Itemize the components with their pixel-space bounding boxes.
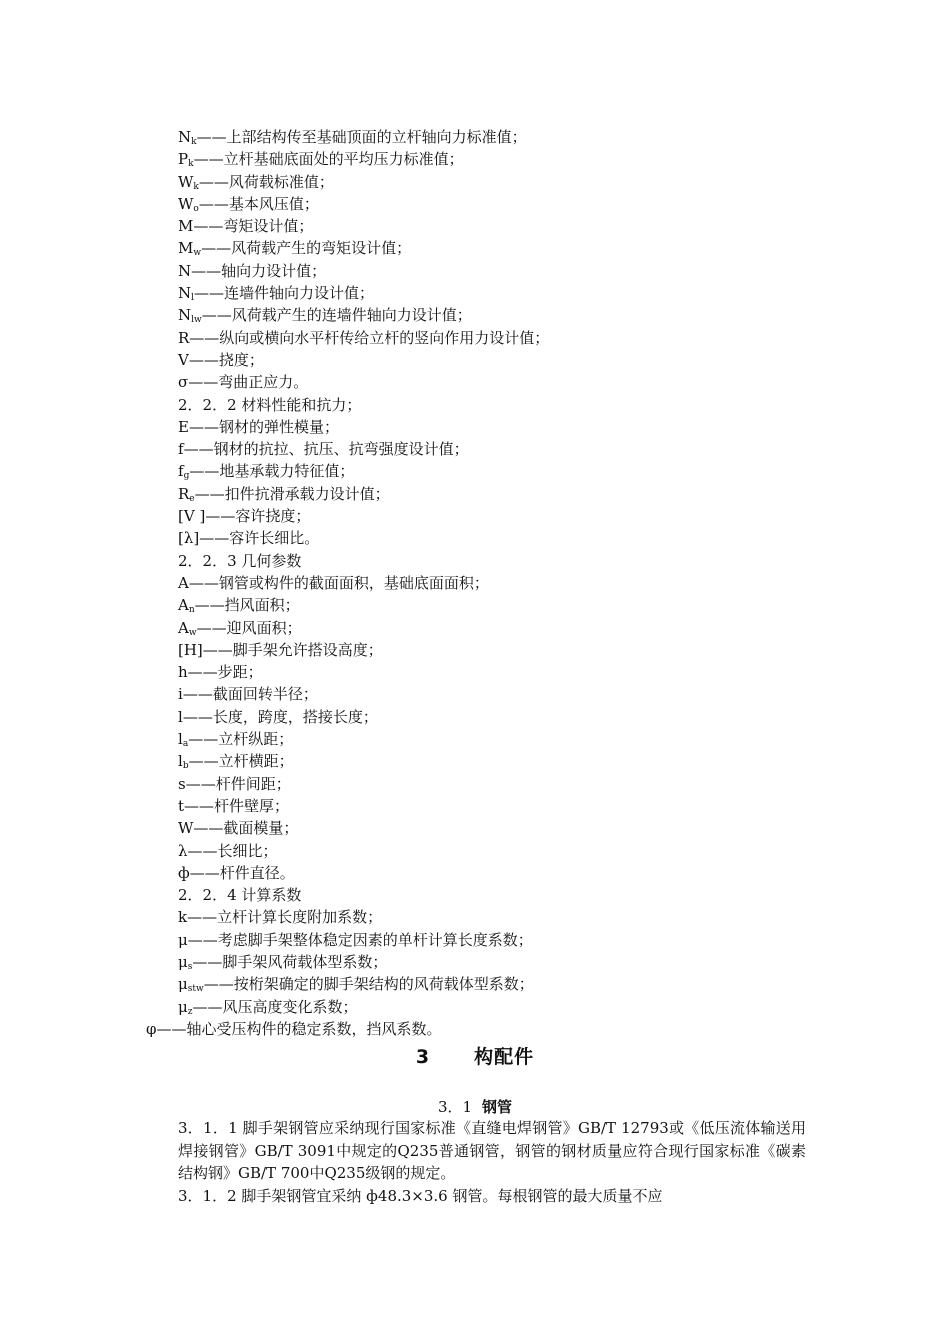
- symbol-line: [H]——脚手架允许搭设高度；: [178, 640, 383, 659]
- symbol-line: $R_e——$扣件抗滑承载力设计值；: [178, 484, 390, 504]
- chapter-heading: [0, 1042, 950, 1069]
- paragraph-text: 3．1．1 脚手架钢管应采纳现行国家标准《直缝电焊钢管》GB/T 12793或《低压流体输送用焊接钢管》GB/T 3091中规定的Q235普通钢管，钢管的钢材质量应符合现行国家标准《碳素结构钢》GB/T 700中Q235级钢的规定。: [178, 1119, 806, 1182]
- symbol-line: λ——长细比；: [178, 841, 278, 860]
- symbol-line: $\mu_{stw}——$按桁架确定的脚手架结构的风荷载体型系数；: [178, 975, 534, 995]
- symbol-line: $N_l——$连墙件轴向力设计值；: [178, 284, 375, 304]
- symbol-line: $l_b——$立杆横距；: [178, 752, 294, 772]
- symbol-line: $\mu_z——$风压高度变化系数；: [178, 997, 358, 1017]
- section-number: 3．1: [437, 1098, 473, 1116]
- paragraph: [146, 1185, 806, 1208]
- symbol-line: $\mu_s——$脚手架风荷载体型系数；: [178, 952, 388, 972]
- symbol-line: R——纵向或横向水平杆传给立杆的竖向作用力设计值；: [178, 328, 550, 347]
- symbol-line: V——挠度；: [178, 350, 264, 369]
- symbol-line: l——长度，跨度，搭接长度；: [178, 707, 378, 726]
- symbol-line: $W_o——$基本风压值；: [178, 194, 319, 214]
- symbol-list: [146, 126, 858, 1040]
- symbol-line: f——钢材的抗拉、抗压、抗弯强度设计值；: [178, 440, 469, 459]
- symbol-line: E——钢材的弹性模量；: [178, 417, 339, 436]
- symbol-line: σ——弯曲正应力。: [178, 373, 309, 392]
- symbol-line: $A_w——$迎风面积；: [178, 618, 302, 638]
- symbol-line: s——杆件间距；: [178, 774, 291, 793]
- symbol-line: $A_n——$挡风面积；: [178, 596, 300, 616]
- symbol-line: μ——考虑脚手架整体稳定因素的单杆计算长度系数；: [178, 930, 533, 949]
- symbol-line: k——立杆计算长度附加系数；: [178, 908, 383, 927]
- symbol-line: $M_w——$风荷载产生的弯矩设计值；: [178, 239, 412, 259]
- chapter-title: 构配件: [474, 1046, 535, 1068]
- symbol-line: h——步距；: [178, 663, 263, 682]
- paragraph: [146, 1117, 806, 1185]
- symbol-line: ф——杆件直径。: [178, 863, 295, 882]
- subsection-heading: 2．2．4 计算系数: [178, 886, 302, 905]
- symbol-line: M——弯矩设计值；: [178, 217, 314, 236]
- symbol-line: N——轴向力设计值；: [178, 261, 327, 280]
- symbol-line: i——截面回转半径；: [178, 685, 318, 704]
- symbol-line: $N_k——$上部结构传至基础顶面的立杆轴向力标准值；: [178, 128, 527, 147]
- paragraph-text: 3．1．2 脚手架钢管宜采纳 ф48.3×3.6 钢管。每根钢管的最大质量不应: [178, 1187, 663, 1205]
- chapter-number: 3: [415, 1046, 431, 1068]
- section-title: 钢管: [482, 1098, 513, 1116]
- symbol-line: [λ]——容许长细比。: [178, 529, 320, 548]
- symbol-line: $l_a——$立杆纵距；: [178, 730, 294, 750]
- section-heading: [0, 1096, 950, 1117]
- symbol-line: t——杆件壁厚；: [178, 796, 290, 815]
- symbol-line: φ——轴心受压构件的稳定系数，挡风系数。: [146, 1019, 442, 1038]
- symbol-line: $P_k——$立杆基础底面处的平均压力标准值；: [178, 150, 464, 170]
- symbol-line: A——钢管或构件的截面面积，基础底面面积；: [178, 573, 489, 592]
- symbol-line: $W_k——$风荷载标准值；: [178, 172, 334, 192]
- subsection-heading: 2．2．3 几何参数: [178, 551, 302, 570]
- subsection-heading: 2．2．2 材料性能和抗力；: [178, 395, 362, 414]
- symbol-line: [V ]——容许挠度；: [178, 507, 311, 526]
- symbol-line: W——截面模量；: [178, 819, 299, 838]
- symbol-line: $f_g——$地基承载力特征值；: [178, 462, 355, 482]
- symbol-line: $N_{lw}——$风荷载产生的连墙件轴向力设计值；: [178, 306, 472, 326]
